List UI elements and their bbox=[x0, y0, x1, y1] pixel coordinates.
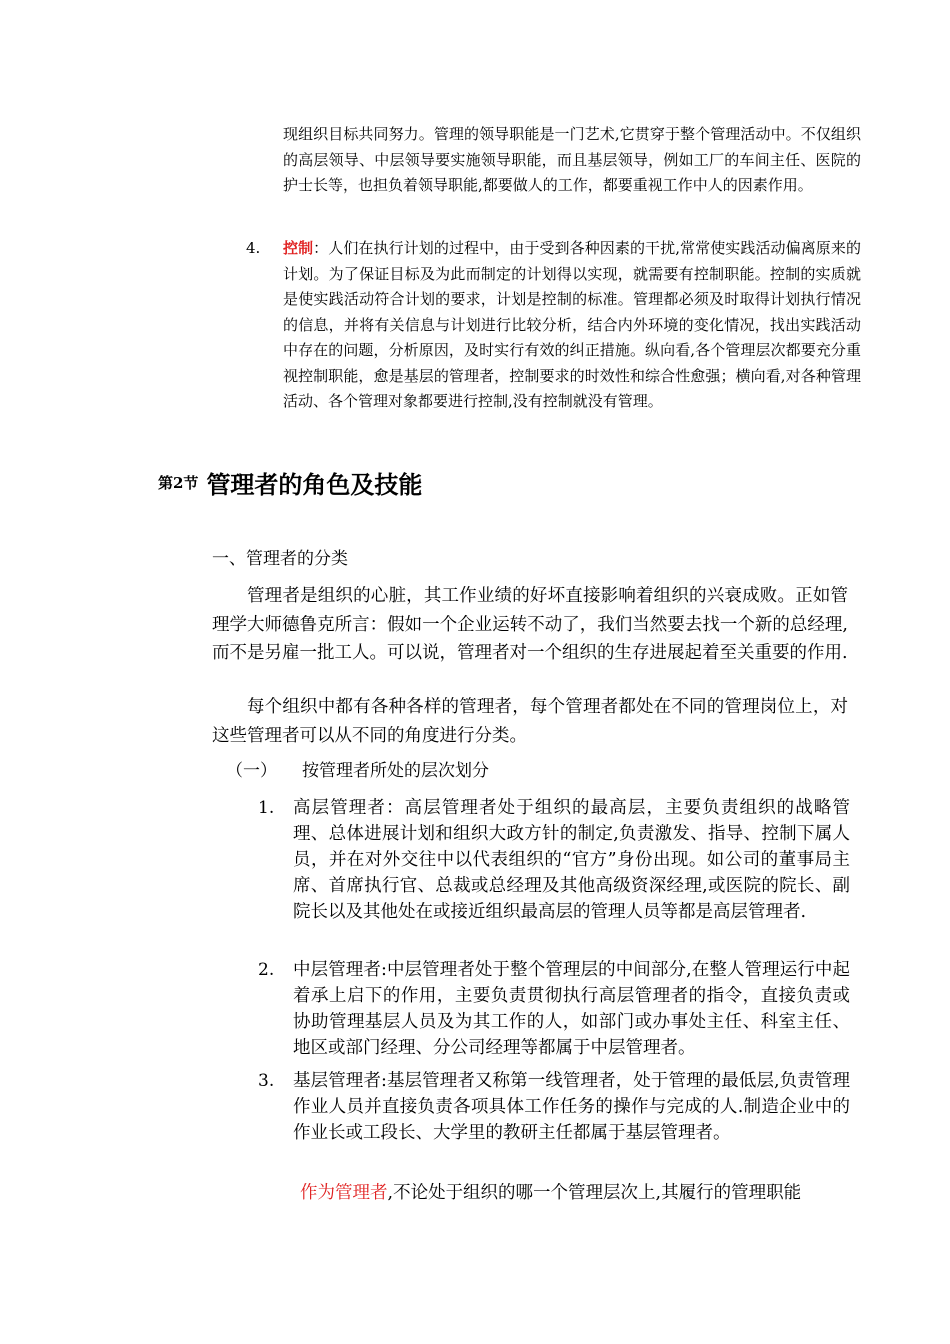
section-title: 管理者的角色及技能 bbox=[206, 470, 423, 499]
continuation-paragraph: 现组织目标共同努力。管理的领导职能是一门艺术,它贯穿于整个管理活动中。不仅组织的高层领导、中层领导要实施领导职能，而且基层领导，例如工厂的车间主任、医院的护士长等，也担负着领导职能,都要做人的工作，都要重视工作中人的因素作用。 bbox=[283, 125, 861, 194]
closing-paragraph bbox=[300, 1180, 850, 1206]
list-number: 2. bbox=[258, 960, 275, 980]
subsection-heading: 一、管理者的分类 bbox=[212, 549, 348, 569]
term-control: 控制 bbox=[283, 239, 314, 257]
closing-highlight: 作为管理者 bbox=[300, 1183, 388, 1203]
subheading-by-level bbox=[226, 758, 489, 784]
term-colon: ： bbox=[313, 239, 329, 257]
section-heading bbox=[158, 465, 422, 500]
list-item-text: 高层管理者：高层管理者处于组织的最高层，主要负责组织的战略管理、总体进展计划和组织大政方针的制定,负责激发、指导、控制下属人员，并在对外交往中以代表组织的“官方”身份出现。如公司的董事局主席、首席执行官、总裁或总经理及其他高级资深经理,或医院的院长、副院长以及其他处在或接近组织最高层的管理人员等都是高层管理者. bbox=[293, 798, 850, 922]
list-item-text: 人们在执行计划的过程中，由于受到各种因素的干扰,常常使实践活动偏离原来的计划。为了保证目标及为此而制定的计划得以实现，就需要有控制职能。控制的实质就是使实践活动符合计划的要求，计划是控制的标准。管理都必须及时取得计划执行情况的信息，并将有关信息与计划进行比较分析，结合内外环境的变化情况，找出实践活动中存在的问题，分析原因，及时实行有效的纠正措施。纵向看,各个管理层次都要充分重视控制职能，愈是基层的管理者，控制要求的时效性和综合性愈强；横向看,对各种管理活动、各个管理对象都要进行控制,没有控制就没有管理。 bbox=[283, 239, 861, 410]
subheading-text: 按管理者所处的层次划分 bbox=[302, 761, 489, 781]
closing-text: ,不论处于组织的哪一个管理层次上,其履行的管理职能 bbox=[387, 1183, 802, 1203]
paragraph-2: 每个组织中都有各种各样的管理者，每个管理者都处在不同的管理岗位上，对这些管理者可以从不同的角度进行分类。 bbox=[212, 697, 848, 746]
paragraph-1: 管理者是组织的心脏，其工作业绩的好坏直接影响着组织的兴衰成败。正如管理学大师德鲁克所言：假如一个企业运转不动了，我们当然要去找一个新的总经理,而不是另雇一批工人。可以说，管理者对一个组织的生存进展起着至关重要的作用. bbox=[212, 586, 848, 663]
list-item-body bbox=[283, 236, 861, 415]
section-number: 第2节 bbox=[158, 474, 199, 492]
list-number: 1. bbox=[258, 798, 275, 818]
subheading-marker: （一） bbox=[226, 761, 277, 781]
list-item-text: 基层管理者:基层管理者又称第一线管理者，处于管理的最低层,负责管理作业人员并直接负责各项具体工作任务的操作与完成的人.制造企业中的作业长或工段长、大学里的教研主任都属于基层管理者。 bbox=[293, 1071, 850, 1143]
list-number: 4. bbox=[246, 239, 261, 257]
list-number: 3. bbox=[258, 1071, 275, 1091]
list-item-text: 中层管理者:中层管理者处于整个管理层的中间部分,在整人管理运行中起着承上启下的作用，主要负责贯彻执行高层管理者的指令，直接负责或协助管理基层人员及为其工作的人，如部门或办事处主任、科室主任、地区或部门经理、分公司经理等都属于中层管理者。 bbox=[293, 960, 850, 1058]
